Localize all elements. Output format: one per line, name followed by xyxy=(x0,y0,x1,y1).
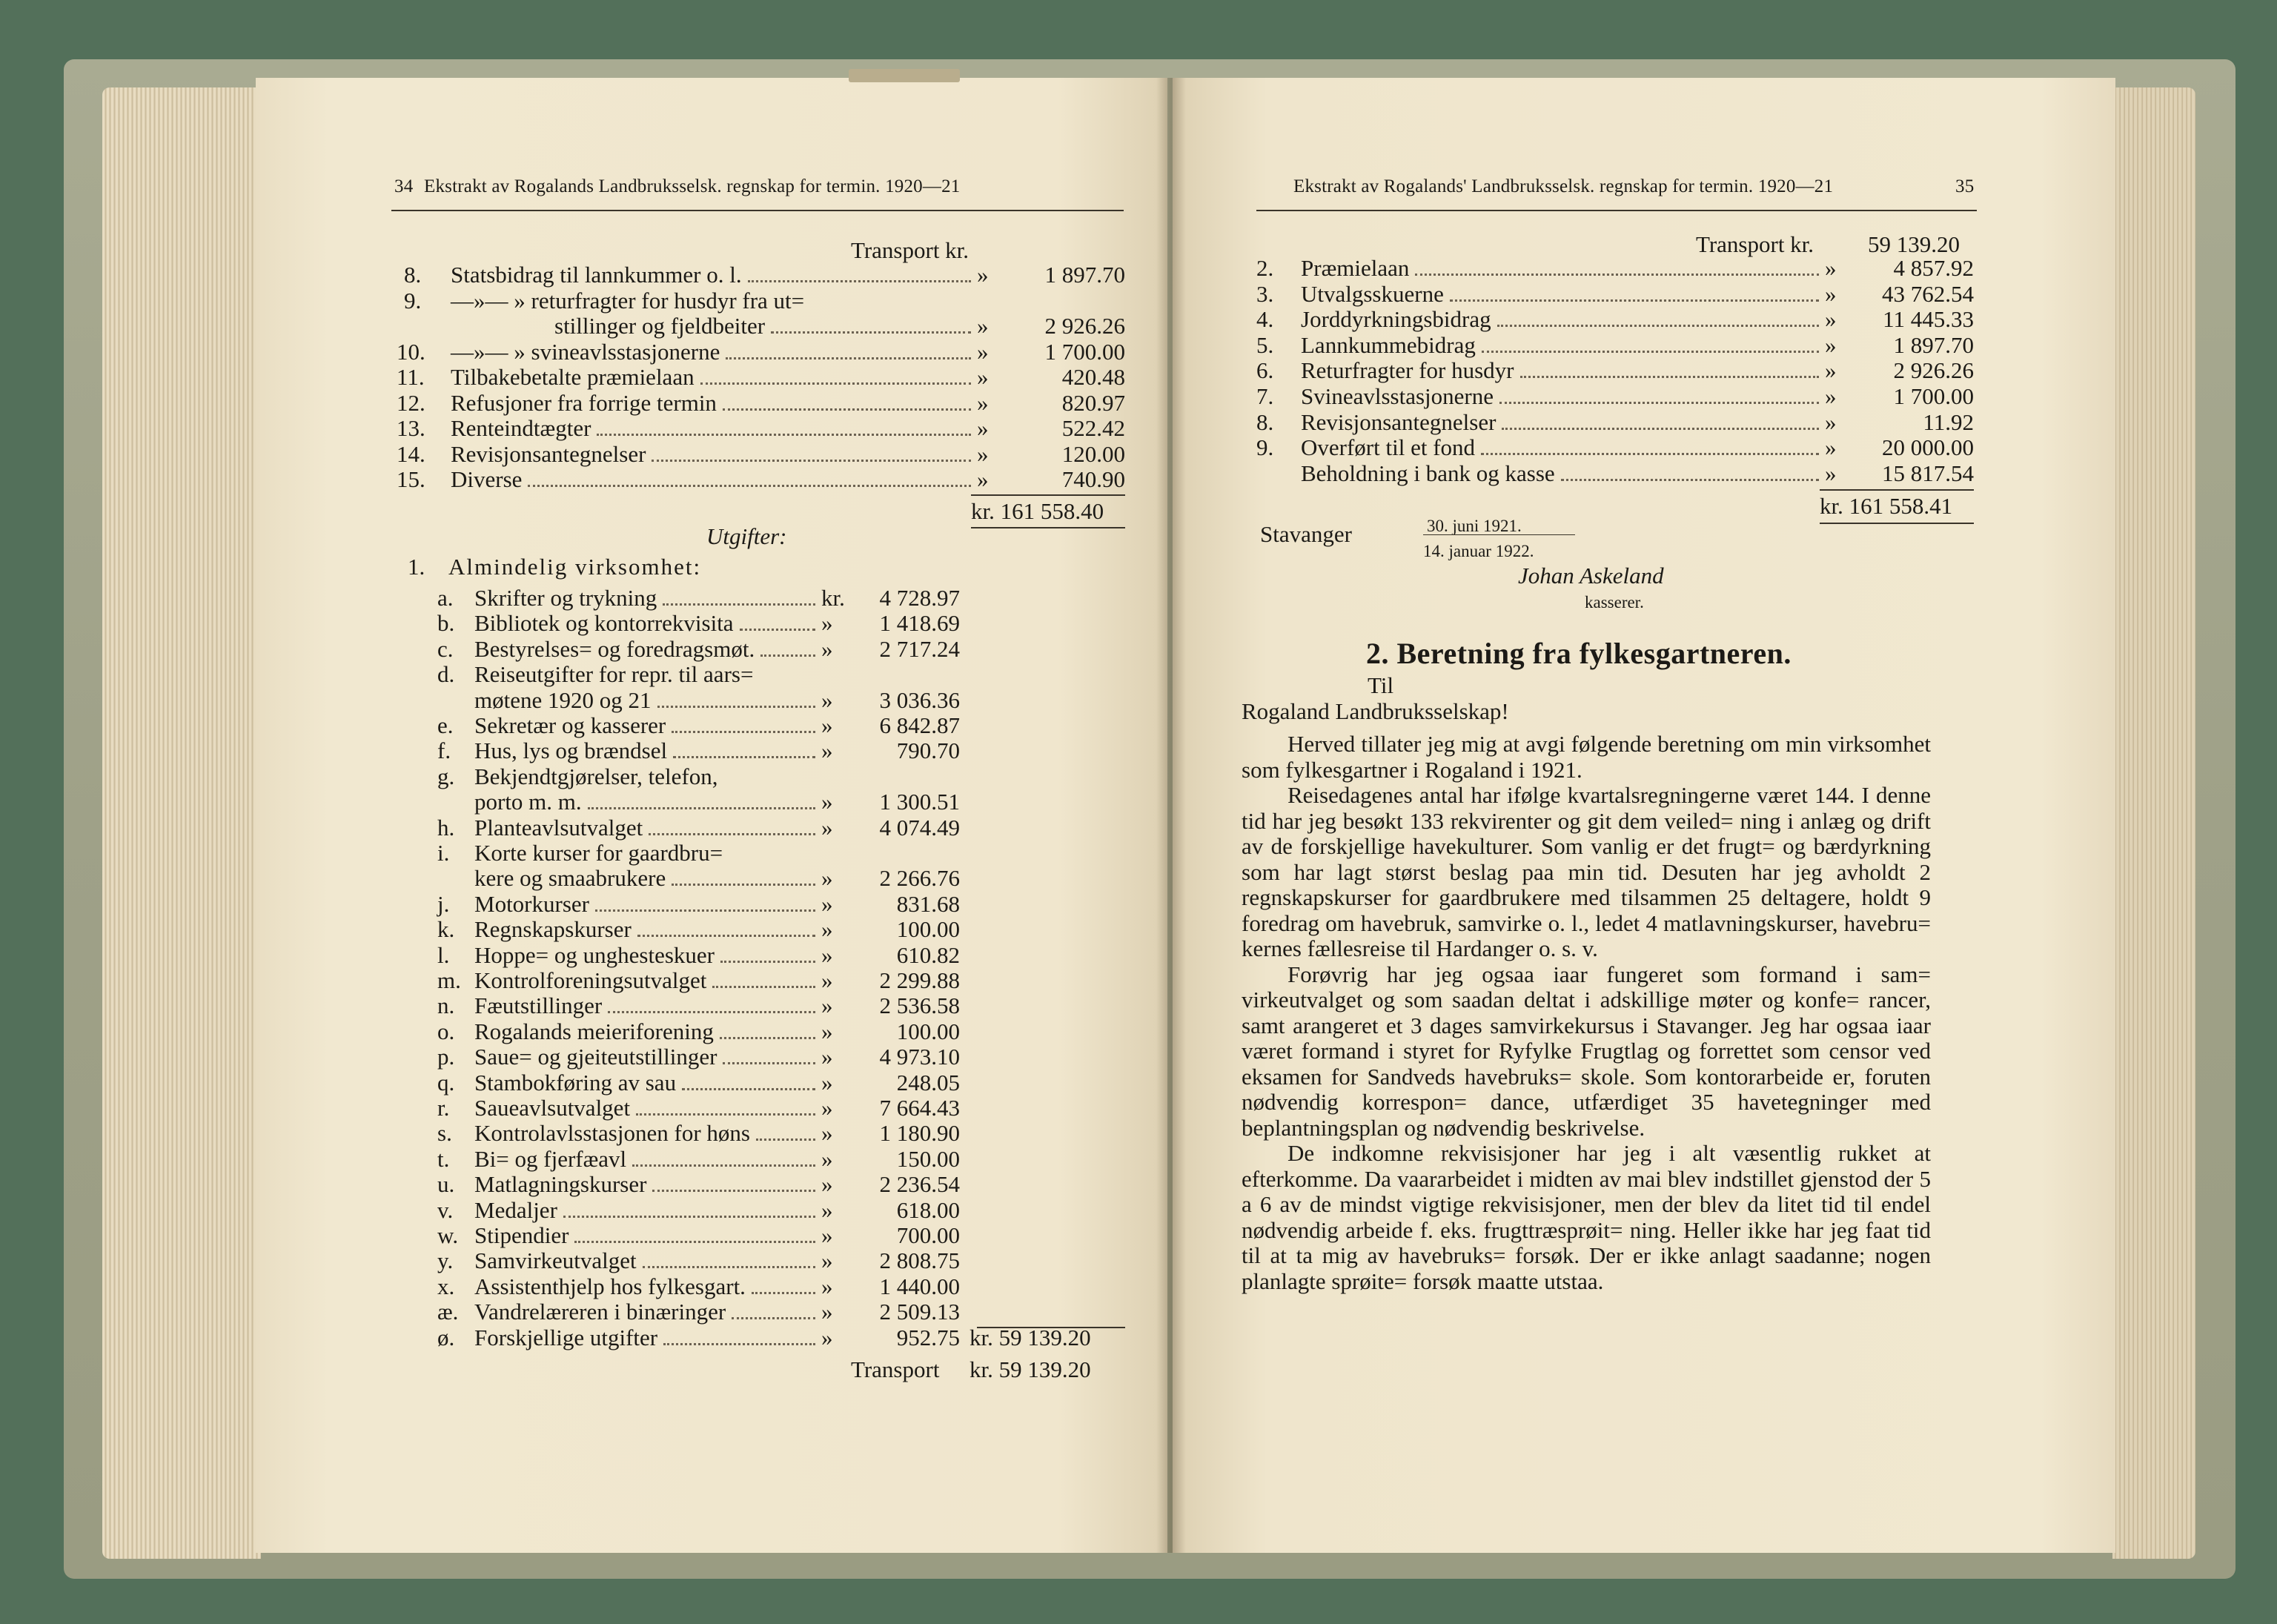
right-row-label: Beholdning i bank og kasse xyxy=(1301,460,1555,486)
right-row-mark: » xyxy=(1825,255,1837,281)
right-row-mark: » xyxy=(1825,383,1837,409)
leader-dots xyxy=(663,603,815,606)
income-row-label: stillinger og fjeldbeiter xyxy=(554,313,766,339)
expense-row-amount: 6 842.87 xyxy=(879,712,960,738)
leader-dots xyxy=(682,1088,815,1090)
expense-row-mark: » xyxy=(821,1095,833,1121)
salutation-to: Til xyxy=(1368,672,1394,698)
right-row-amount: 15 817.54 xyxy=(1882,460,1974,486)
income-row-amount: 2 926.26 xyxy=(1044,313,1125,339)
expense-row-letter: r. xyxy=(437,1095,450,1121)
leader-dots xyxy=(740,629,815,631)
expense-row-label: Bekjendtgjørelser, telefon, xyxy=(474,763,718,789)
leader-dots xyxy=(663,1343,815,1345)
expense-row-letter: f. xyxy=(437,738,451,764)
income-row-mark: » xyxy=(977,389,989,416)
income-row-label: Statsbidrag til lannkummer o. l. xyxy=(451,262,742,288)
income-row-amount: 1 897.70 xyxy=(1044,262,1125,288)
expense-row-label: Fæutstillinger xyxy=(474,992,603,1019)
leader-dots xyxy=(723,408,971,411)
left-income-total: kr. 161 558.40 xyxy=(971,498,1104,524)
date-top: 30. juni 1921. xyxy=(1427,517,1522,535)
report-text xyxy=(1242,732,1931,1294)
expense-row-label: Motorkurser xyxy=(474,890,589,917)
expense-row-amount: 150.00 xyxy=(896,1145,960,1172)
expense-row-letter: u. xyxy=(437,1171,455,1198)
expense-row-amount: 100.00 xyxy=(896,1018,960,1044)
expense-row-mark: » xyxy=(821,967,833,993)
right-row-label: Svineavlsstasjonerne xyxy=(1301,383,1494,409)
expense-row-letter: b. xyxy=(437,610,455,637)
leader-dots xyxy=(652,1190,815,1192)
leader-dots xyxy=(588,807,815,809)
expense-row-label: Planteavlsutvalget xyxy=(474,814,643,841)
right-row-number: 3. xyxy=(1256,280,1274,307)
right-row-label: Utvalgsskuerne xyxy=(1301,280,1444,307)
income-row-mark: » xyxy=(977,313,989,339)
expense-row-amount: 618.00 xyxy=(896,1196,960,1223)
leader-dots xyxy=(700,382,971,385)
income-row-number: 12. xyxy=(397,389,425,416)
leader-dots xyxy=(723,1062,815,1064)
income-row-amount: 740.90 xyxy=(1061,466,1125,492)
expense-row-mark: » xyxy=(821,890,833,917)
expense-row-label: Rogalands meieriforening xyxy=(474,1018,714,1044)
leader-dots xyxy=(1450,299,1819,302)
expense-row-mark: » xyxy=(821,1299,833,1325)
expense-row-letter: h. xyxy=(437,814,455,841)
expense-row-label: Saueavlsutvalget xyxy=(474,1095,631,1121)
right-page-header: Ekstrakt av Rogalands' Landbruksselsk. regnskap for termin. 1920—21 xyxy=(1293,176,1834,196)
date-bottom: 14. januar 1922. xyxy=(1423,542,1534,560)
left-subtotal: kr. 59 139.20 xyxy=(970,1324,1091,1350)
income-row-mark: » xyxy=(977,415,989,441)
leader-dots xyxy=(720,961,815,963)
expense-row-amount: 2 808.75 xyxy=(879,1247,960,1274)
expense-row-label: porto m. m. xyxy=(474,789,582,815)
right-row-number: 7. xyxy=(1256,383,1274,409)
leader-dots xyxy=(528,485,971,487)
right-total: kr. 161 558.41 xyxy=(1820,493,1953,519)
right-row-amount: 11 445.33 xyxy=(1883,306,1974,333)
expense-row-label: Regnskapskurser xyxy=(474,916,632,943)
expense-row-mark: » xyxy=(821,1324,833,1350)
right-row-label: Jorddyrkningsbidrag xyxy=(1301,306,1491,333)
expense-row-letter: i. xyxy=(437,840,450,866)
page-edges-right xyxy=(2112,87,2195,1559)
leader-dots xyxy=(1497,325,1819,327)
leader-dots xyxy=(720,1037,815,1039)
salutation-recipient: Rogaland Landbruksselskap! xyxy=(1242,698,1509,724)
expense-row-letter: x. xyxy=(437,1273,455,1299)
expense-row-letter: æ. xyxy=(437,1299,459,1325)
expense-row-letter: t. xyxy=(437,1145,450,1172)
leader-dots xyxy=(574,1241,815,1243)
expense-row-amount: 1 418.69 xyxy=(879,610,960,637)
expense-row-label: Forskjellige utgifter xyxy=(474,1324,658,1350)
income-row-number: 13. xyxy=(397,415,425,441)
expense-row-mark: » xyxy=(821,1171,833,1198)
right-total-rule xyxy=(1820,489,1974,491)
book-gutter xyxy=(1156,78,1186,1553)
right-row-amount: 43 762.54 xyxy=(1882,280,1974,307)
expense-row-label: Hus, lys og brændsel xyxy=(474,738,668,764)
income-row-number: 11. xyxy=(397,364,425,390)
leader-dots xyxy=(1481,453,1819,455)
leader-dots xyxy=(756,1139,815,1141)
income-row-label: Renteindtægter xyxy=(451,415,591,441)
expense-row-mark: » xyxy=(821,1222,833,1248)
income-row-number: 14. xyxy=(397,440,425,467)
expense-row-label: Samvirkeutvalget xyxy=(474,1247,637,1274)
expense-row-label: møtene 1920 og 21 xyxy=(474,686,652,713)
expense-row-letter: a. xyxy=(437,585,454,611)
leader-dots xyxy=(673,756,815,758)
expense-row-amount: 2 299.88 xyxy=(879,967,960,993)
expense-row-amount: 2 717.24 xyxy=(879,635,960,662)
leader-dots xyxy=(712,986,815,988)
expense-row-label: Bibliotek og kontorrekvisita xyxy=(474,610,734,637)
income-row-label: Revisjonsantegnelser xyxy=(451,440,646,467)
expense-row-amount: 4 973.10 xyxy=(879,1044,960,1070)
income-row-mark: » xyxy=(977,262,989,288)
right-row-number: 6. xyxy=(1256,357,1274,384)
expense-row-label: Sekretær og kasserer xyxy=(474,712,666,738)
expense-row-mark: » xyxy=(821,610,833,637)
expenses-group-number: 1. xyxy=(408,554,425,580)
report-paragraph-1: Herved tillater jeg mig at avgi følgende beretning om min virksomhet som fylkesgartner i Rogaland i 1921. xyxy=(1242,731,1931,783)
left-total-double-rule xyxy=(971,527,1125,528)
expense-row-letter: p. xyxy=(437,1044,455,1070)
expense-row-label: Stambokføring av sau xyxy=(474,1069,677,1096)
leader-dots xyxy=(672,884,815,886)
expense-row-label: kere og smaabrukere xyxy=(474,865,666,892)
place: Stavanger xyxy=(1260,521,1352,547)
right-row-mark: » xyxy=(1825,280,1837,307)
right-row-number: 5. xyxy=(1256,331,1274,358)
expense-row-amount: 1 180.90 xyxy=(879,1120,960,1147)
signer: Johan Askeland xyxy=(1518,563,1664,589)
expense-row-mark: » xyxy=(821,1018,833,1044)
expense-row-mark: kr. xyxy=(821,585,845,611)
expense-row-letter: w. xyxy=(437,1222,459,1248)
expense-row-mark: » xyxy=(821,686,833,713)
left-header-rule xyxy=(391,210,1124,211)
expense-row-mark: » xyxy=(821,1273,833,1299)
leader-dots xyxy=(1415,274,1819,276)
right-row-mark: » xyxy=(1825,331,1837,358)
expense-row-amount: 100.00 xyxy=(896,916,960,943)
left-page-header: Ekstrakt av Rogalands Landbruksselsk. regnskap for termin. 1920—21 xyxy=(424,176,961,196)
expense-row-label: Hoppe= og unghesteskuer xyxy=(474,941,715,968)
expense-row-letter: ø. xyxy=(437,1324,455,1350)
leader-dots xyxy=(637,935,815,937)
expense-row-label: Medaljer xyxy=(474,1196,557,1223)
leader-dots xyxy=(608,1011,815,1013)
expense-row-label: Stipendier xyxy=(474,1222,569,1248)
income-row-amount: 420.48 xyxy=(1061,364,1125,390)
right-row-number: 8. xyxy=(1256,408,1274,435)
expense-row-letter: k. xyxy=(437,916,455,943)
right-row-number: 2. xyxy=(1256,255,1274,281)
expenses-group-label: Almindelig virksomhet: xyxy=(448,554,702,580)
right-row-mark: » xyxy=(1825,306,1837,333)
right-page-number: 35 xyxy=(1955,176,1975,196)
expense-row-mark: » xyxy=(821,712,833,738)
expense-row-mark: » xyxy=(821,1069,833,1096)
expense-row-mark: » xyxy=(821,1044,833,1070)
right-row-label: Præmielaan xyxy=(1301,255,1410,281)
right-row-mark: » xyxy=(1825,460,1837,486)
report-paragraph-4: De indkomne rekvisisjoner har jeg i alt væsentlig rukket at efterkomme. Da vaararbeidet i midten av mai blev indstillet gjenstod der 5 a 6 av de mindst vigtige rekvisisjoner, men der blev da litet tid til endel nødvendig arbeide f. eks. frugttræsprøit= ning. Heller ikke har jeg faat tid til at ta mig av havebruks= forsøk. Der er ikke anlagt saadanne; nogen planlagte sprøite= forsøk maatte utstaa. xyxy=(1242,1140,1931,1294)
signer-role: kasserer. xyxy=(1585,593,1644,612)
leader-dots xyxy=(643,1266,815,1268)
right-row-amount: 4 857.92 xyxy=(1893,255,1974,281)
leader-dots xyxy=(752,1292,815,1294)
expense-row-amount: 3 036.36 xyxy=(879,686,960,713)
expense-row-letter: q. xyxy=(437,1069,455,1096)
expense-row-amount: 4 074.49 xyxy=(879,814,960,841)
income-row-label: Tilbakebetalte præmielaan xyxy=(451,364,695,390)
expense-row-label: Reiseutgifter for repr. til aars= xyxy=(474,661,754,688)
expense-row-letter: y. xyxy=(437,1247,454,1274)
income-row-amount: 522.42 xyxy=(1061,415,1125,441)
expense-row-amount: 610.82 xyxy=(896,941,960,968)
expense-row-letter: m. xyxy=(437,967,461,993)
left-total-rule xyxy=(971,494,1125,496)
expense-row-amount: 2 509.13 xyxy=(879,1299,960,1325)
right-row-amount: 1 897.70 xyxy=(1893,331,1974,358)
expense-row-mark: » xyxy=(821,1120,833,1147)
expense-row-mark: » xyxy=(821,635,833,662)
expense-row-amount: 2 236.54 xyxy=(879,1171,960,1198)
left-transport-label: Transport kr. xyxy=(851,237,970,263)
leader-dots xyxy=(672,731,815,733)
leader-dots xyxy=(1502,428,1819,430)
income-row-number: 15. xyxy=(397,466,425,492)
expense-row-letter: e. xyxy=(437,712,454,738)
right-total-double-rule xyxy=(1820,523,1974,524)
expense-row-mark: » xyxy=(821,992,833,1019)
income-row-number: 9. xyxy=(404,287,422,314)
expense-row-letter: o. xyxy=(437,1018,455,1044)
expense-row-amount: 952.75 xyxy=(896,1324,960,1350)
expense-row-letter: g. xyxy=(437,763,455,789)
income-row-mark: » xyxy=(977,364,989,390)
section-title: 2. Beretning fra fylkesgartneren. xyxy=(1366,637,1792,670)
income-row-label: —»— » returfragter for husdyr fra ut= xyxy=(451,287,805,314)
leader-dots xyxy=(563,1216,815,1218)
right-transport-label: Transport kr. xyxy=(1696,231,1814,257)
expense-row-amount: 248.05 xyxy=(896,1069,960,1096)
right-transport-amount: 59 139.20 xyxy=(1868,231,1960,257)
income-row-amount: 820.97 xyxy=(1061,389,1125,416)
expense-row-amount: 1 440.00 xyxy=(879,1273,960,1299)
leader-dots xyxy=(1499,402,1819,404)
right-row-amount: 2 926.26 xyxy=(1893,357,1974,384)
income-row-number: 10. xyxy=(397,338,425,365)
leader-dots xyxy=(595,909,815,912)
expense-row-mark: » xyxy=(821,738,833,764)
expense-row-label: Bi= og fjerfæavl xyxy=(474,1145,627,1172)
expense-row-letter: v. xyxy=(437,1196,454,1223)
expense-row-letter: s. xyxy=(437,1120,452,1147)
right-row-mark: » xyxy=(1825,357,1837,384)
right-row-mark: » xyxy=(1825,408,1837,435)
left-transport-bottom-label: Transport xyxy=(851,1356,940,1382)
income-row-label: —»— » svineavlsstasjonerne xyxy=(451,338,720,365)
income-row-mark: » xyxy=(977,440,989,467)
expense-row-mark: » xyxy=(821,916,833,943)
left-subtotal-rule xyxy=(977,1327,1125,1328)
expense-row-amount: 831.68 xyxy=(896,890,960,917)
income-row-label: Refusjoner fra forrige termin xyxy=(451,389,717,416)
income-row-mark: » xyxy=(977,466,989,492)
expense-row-amount: 1 300.51 xyxy=(879,789,960,815)
expense-row-mark: » xyxy=(821,941,833,968)
expense-row-amount: 2 266.76 xyxy=(879,865,960,892)
expense-row-label: Skrifter og trykning xyxy=(474,585,657,611)
right-row-number: 4. xyxy=(1256,306,1274,333)
expense-row-label: Korte kurser for gaardbru= xyxy=(474,840,723,866)
expense-row-mark: » xyxy=(821,865,833,892)
right-row-label: Revisjonsantegnelser xyxy=(1301,408,1497,435)
expense-row-letter: l. xyxy=(437,941,450,968)
leader-dots xyxy=(632,1164,815,1167)
expense-row-label: Bestyrelses= og foredragsmøt. xyxy=(474,635,755,662)
leader-dots xyxy=(597,434,971,436)
leader-dots xyxy=(732,1317,815,1319)
right-row-mark: » xyxy=(1825,434,1837,461)
expense-row-mark: » xyxy=(821,789,833,815)
expense-row-mark: » xyxy=(821,1145,833,1172)
page-edges-left xyxy=(102,87,261,1559)
date-rule xyxy=(1423,534,1575,535)
leader-dots xyxy=(657,706,815,708)
income-row-label: Diverse xyxy=(451,466,523,492)
expense-row-label: Kontrolforeningsutvalget xyxy=(474,967,707,993)
left-transport-bottom-amount: kr. 59 139.20 xyxy=(970,1356,1091,1382)
leader-dots xyxy=(760,654,815,657)
expense-row-amount: 4 728.97 xyxy=(879,585,960,611)
right-row-amount: 11.92 xyxy=(1923,408,1974,435)
right-row-amount: 1 700.00 xyxy=(1893,383,1974,409)
right-row-label: Overført til et fond xyxy=(1301,434,1476,461)
leader-dots xyxy=(1561,479,1819,481)
right-row-label: Returfragter for husdyr xyxy=(1301,357,1514,384)
report-paragraph-2: Reisedagenes antal har ifølge kvartalsregningerne været 144. I denne tid har jeg besøkt 133 rekvirenter og git dem veiled= ning i anlæg og drift av de forskjellige havekulturer. Som vanlig er det frugt= og bærdyrkning som har lagt størst beslag paa min tid. Desuten har jeg avholdt 2 regnskapskurser for gaardbrukere med tilsammen 25 deltagere, holdt 9 foredrag om havebruk, samvirke o. l., ledet 4 matlavningskurser, havebru= kernes fællesreise til Hardanger o. s. v. xyxy=(1242,782,1931,961)
expense-row-letter: c. xyxy=(437,635,454,662)
expense-row-amount: 2 536.58 xyxy=(879,992,960,1019)
expense-row-label: Kontrolavlsstasjonen for høns xyxy=(474,1120,750,1147)
expenses-heading: Utgifter: xyxy=(706,523,787,549)
leader-dots xyxy=(726,357,971,359)
leader-dots xyxy=(1520,376,1819,378)
expense-row-mark: » xyxy=(821,1247,833,1274)
leader-dots xyxy=(636,1113,815,1116)
expense-row-amount: 790.70 xyxy=(896,738,960,764)
bookmark-tab xyxy=(849,69,960,82)
leader-dots xyxy=(748,280,971,282)
expense-row-mark: » xyxy=(821,1196,833,1223)
leader-dots xyxy=(652,460,971,462)
report-paragraph-3: Forøvrig har jeg ogsaa iaar fungeret som formand i sam= virkeutvalget og som saadan deltat i adskillige møter og konfe= rancer, samt arangeret et 3 dages samvirkekursus i Stavanger. Jeg har ogsaa iaar været formand i styret for Ryfylke Frugtlag og forrettet som censor ved eksamen for Sandveds havebruks= skole. Som kontorarbeide er, foruten nødvendig korrespon= dance, utfærdiget 35 havetegninger med beplantningsplan og nødvendig beskrivelse. xyxy=(1242,961,1931,1141)
left-page-number: 34 xyxy=(394,176,414,196)
expense-row-amount: 7 664.43 xyxy=(879,1095,960,1121)
expense-row-letter: n. xyxy=(437,992,455,1019)
expense-row-label: Vandrelæreren i binæringer xyxy=(474,1299,726,1325)
right-row-number: 9. xyxy=(1256,434,1274,461)
expense-row-letter: j. xyxy=(437,890,450,917)
leader-dots xyxy=(1482,351,1819,353)
right-header-rule xyxy=(1256,210,1977,211)
expense-row-letter: d. xyxy=(437,661,455,688)
income-row-amount: 1 700.00 xyxy=(1044,338,1125,365)
leader-dots xyxy=(771,331,971,334)
right-row-label: Lannkummebidrag xyxy=(1301,331,1476,358)
expense-row-label: Saue= og gjeiteutstillinger xyxy=(474,1044,717,1070)
expense-row-amount: 700.00 xyxy=(896,1222,960,1248)
leader-dots xyxy=(649,833,815,835)
income-row-amount: 120.00 xyxy=(1061,440,1125,467)
income-row-mark: » xyxy=(977,338,989,365)
right-row-amount: 20 000.00 xyxy=(1882,434,1974,461)
expense-row-label: Matlagningskurser xyxy=(474,1171,647,1198)
expense-row-mark: » xyxy=(821,814,833,841)
expense-row-label: Assistenthjelp hos fylkesgart. xyxy=(474,1273,746,1299)
income-row-number: 8. xyxy=(404,262,422,288)
